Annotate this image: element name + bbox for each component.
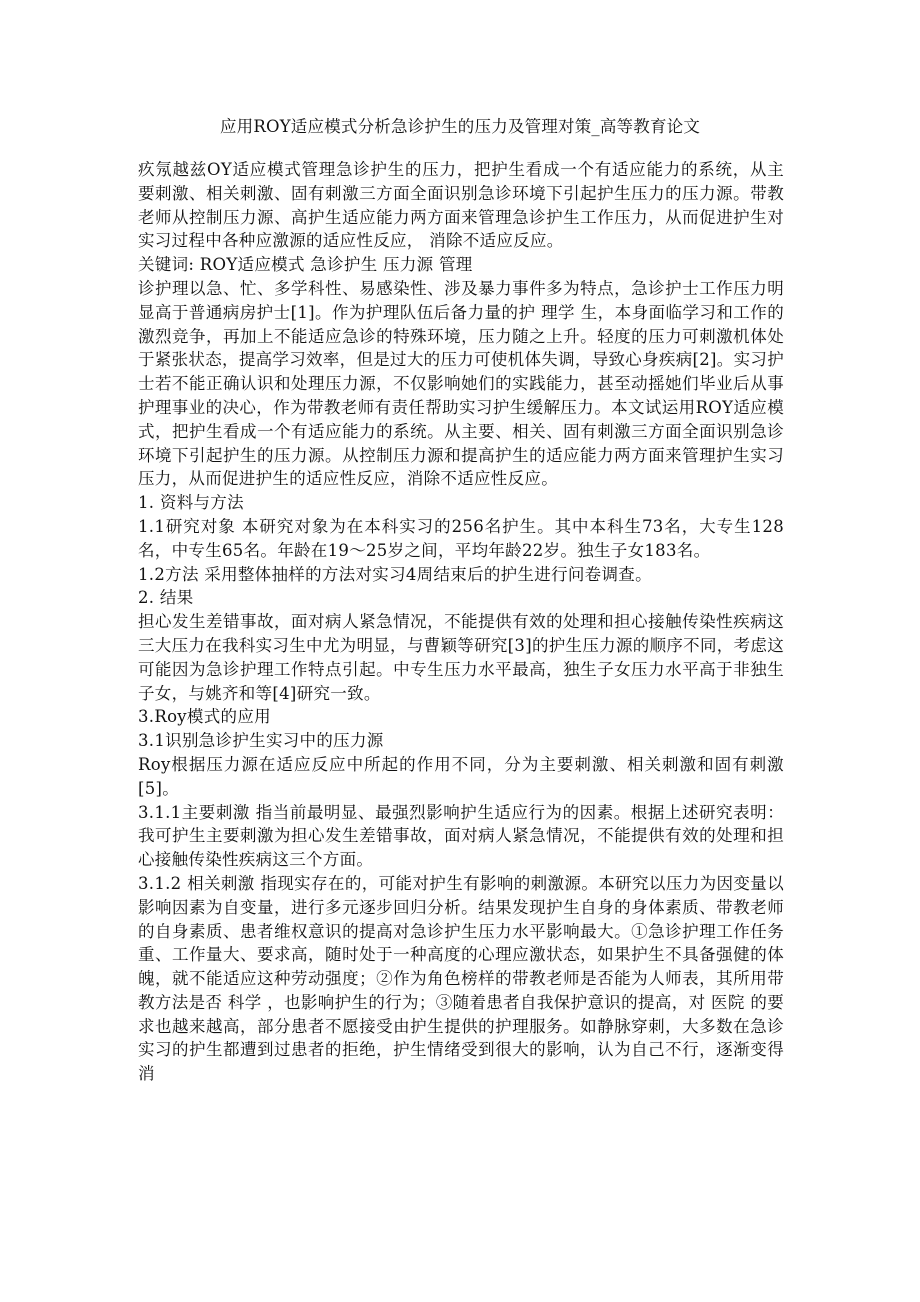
results-paragraph: 担心发生差错事故，面对病人紧急情况，不能提供有效的处理和担心接触传染性疾病这三大压力在我科实习生中尤为明显，与曹颖等研究[3]的护生压力源的顺序不同，考虑这可能因为急诊护理工作特点引起。中专生压力水平最高，独生子女压力水平高于非独生子女，与姚齐和等[4]研究一致。 xyxy=(138,612,784,703)
section-heading: 1. 资料与方法 xyxy=(138,493,244,513)
subsection-heading: 3.1识别急诊护生实习中的压力源 xyxy=(138,731,384,751)
abstract-paragraph: 疚氖越兹OY适应模式管理急诊护生的压力，把护生看成一个有适应能力的系统，从主要刺激、相关刺激、固有刺激三方面全面识别急诊环境下引起护生压力的压力源。带教老师从控制压力源、高护生适应能力两方面来管理急诊护生工作压力，从而促进护生对实习过程中各种应激源的适应性反应， 消除不适应反应。 xyxy=(138,160,784,251)
document-body xyxy=(138,158,784,1086)
subsection-paragraph: 1.2方法 采用整体抽样的方法对实习4周结束后的护生进行问卷调查。 xyxy=(138,564,652,584)
page-title: 应用ROY适应模式分析急诊护生的压力及管理对策_高等教育论文 xyxy=(219,117,701,136)
intro-paragraph: 诊护理以急、忙、多学科性、易感染性、涉及暴力事件多为特点，急诊护士工作压力明显高于普通病房护士[1]。作为护理队伍后备力量的护 理学 生，本身面临学习和工作的激烈竞争，再加上不能适应急诊的特殊环境，压力随之上升。轻度的压力可刺激机体处于紧张状态，提高学习效率，但是过大的压力可使机体失调，导致心身疾病[2]。实习护士若不能正确认识和处理压力源，不仅影响她们的实践能力，甚至动摇她们毕业后从事护理事业的决心，作为带教老师有责任帮助实习护生缓解压力。本文试运用ROY适应模式，把护生看成一个有适应能力的系统。从主要、相关、固有刺激三方面全面识别急诊环境下引起护生的压力源。从控制压力源和提高护生的适应能力两方面来管理护生实习压力，从而促进护生的适应性反应，消除不适应性反应。 xyxy=(138,278,784,489)
keywords-line: 关键词: ROY适应模式 急诊护生 压力源 管理 xyxy=(138,255,473,275)
section-heading: 3.Roy模式的应用 xyxy=(138,707,271,727)
body-paragraph: Roy根据压力源在适应反应中所起的作用不同，分为主要刺激、相关刺激和固有刺激[5]。 xyxy=(138,754,784,798)
section-heading: 2. 结果 xyxy=(138,588,194,608)
subsection-paragraph: 1.1研究对象 本研究对象为在本科实习的256名护生。其中本科生73名，大专生128名，中专生65名。年龄在19～25岁之间，平均年龄22岁。独生子女183名。 xyxy=(138,516,784,560)
subsection-paragraph: 3.1.1主要刺激 指当前最明显、最强烈影响护生适应行为的因素。根据上述研究表明：我可护生主要刺激为担心发生差错事故，面对病人紧急情况，不能提供有效的处理和担心接触传染性疾病这三个方面。 xyxy=(138,802,784,870)
subsection-paragraph: 3.1.2 相关刺激 指现实存在的，可能对护生有影响的刺激源。本研究以压力为因变量以影响因素为自变量，进行多元逐步回归分析。结果发现护生自身的身体素质、带教老师的自身素质、患者维权意识的提高对急诊护生压力水平影响最大。①急诊护理工作任务重、工作量大、要求高，随时处于一种高度的心理应激状态，如果护生不具备强健的体魄，就不能适应这种劳动强度；②作为角色榜样的带教老师是否能为人师表，其所用带教方法是否 科学 ，也影响护生的行为；③随着患者自我保护意识的提高，对 医院 的要求也越来越高，部分患者不愿接受由护生提供的护理服务。如静脉穿刺，大多数在急诊实习的护生都遭到过患者的拒绝，护生情绪受到很大的影响，认为自己不行，逐渐变得消 xyxy=(138,873,784,1084)
